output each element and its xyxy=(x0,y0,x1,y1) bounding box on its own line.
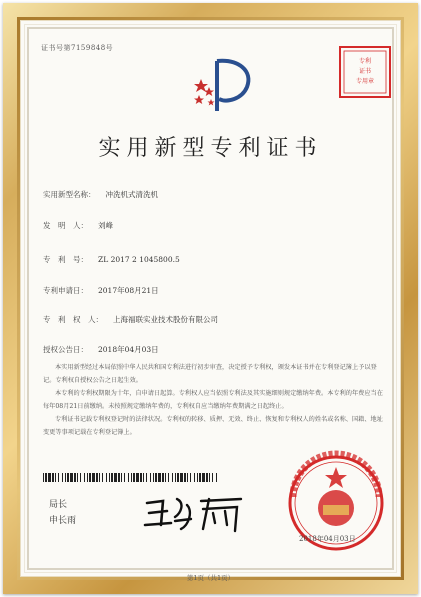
sipo-logo-icon xyxy=(187,53,257,115)
certificate-body xyxy=(43,361,383,439)
certificate-number: 证书号第7159848号 xyxy=(41,44,114,52)
svg-text:专用章: 专用章 xyxy=(355,78,375,85)
certificate-frame xyxy=(3,3,418,594)
small-seal-icon xyxy=(336,43,394,101)
frame-inner-border xyxy=(17,17,404,580)
field-label: 专 利 权 人： xyxy=(43,315,103,324)
svg-text:专利: 专利 xyxy=(358,58,372,65)
field-value: 冲洗机式清洗机 xyxy=(105,190,158,199)
field-utility-name xyxy=(43,189,158,200)
seal-date: 2018年04月03日 xyxy=(299,535,356,543)
certificate-paper xyxy=(20,20,401,582)
body-paragraph: 本实用新型经过本局依照中华人民共和国专利法进行初步审查，决定授予专利权，颁发本证书并在专利登记簿上予以登记。专利权自授权公告之日起生效。 xyxy=(43,364,377,384)
field-value: 刘峰 xyxy=(98,221,113,230)
body-paragraph: 专利证书记载专利权登记时的法律状况。专利权的转移、质押、无效、终止、恢复和专利权人的姓名或名称、国籍、地址变更等事项记载在专利登记簿上。 xyxy=(43,416,383,436)
certificate-title: 实用新型专利证书 xyxy=(98,136,323,161)
field-label: 发 明 人： xyxy=(43,221,88,230)
field-patentee xyxy=(43,314,218,325)
director-name: 申长雨 xyxy=(49,516,77,526)
field-label: 专利申请日： xyxy=(43,286,88,295)
field-application-date xyxy=(43,285,159,296)
field-value: ZL 2017 2 1045800.5 xyxy=(98,255,180,264)
barcode-icon xyxy=(43,473,218,482)
field-value: 上海福联实业技术股份有限公司 xyxy=(113,315,218,324)
field-label: 授权公告日： xyxy=(43,345,88,354)
svg-text:证书: 证书 xyxy=(358,68,372,75)
director-signature-icon xyxy=(141,491,251,535)
field-grant-date xyxy=(43,344,159,355)
field-label: 专 利 号： xyxy=(43,255,88,264)
field-patent-number xyxy=(43,254,180,265)
field-value: 2017年08月21日 xyxy=(98,286,159,295)
body-paragraph: 本专利的专利权期限为十年，自申请日起算。专利权人应当依照专利法及其实施细则规定缴纳年费。本专利的年费应当在每年08月21日前缴纳。未按照规定缴纳年费的，专利权自应当缴纳年费期满之日起终止。 xyxy=(43,390,383,410)
field-label: 实用新型名称： xyxy=(43,190,96,199)
director-title: 局长 xyxy=(49,500,68,510)
field-value: 2018年04月03日 xyxy=(98,345,159,354)
field-inventor xyxy=(43,220,113,231)
page-footer: 第1页（共1页） xyxy=(186,574,235,582)
